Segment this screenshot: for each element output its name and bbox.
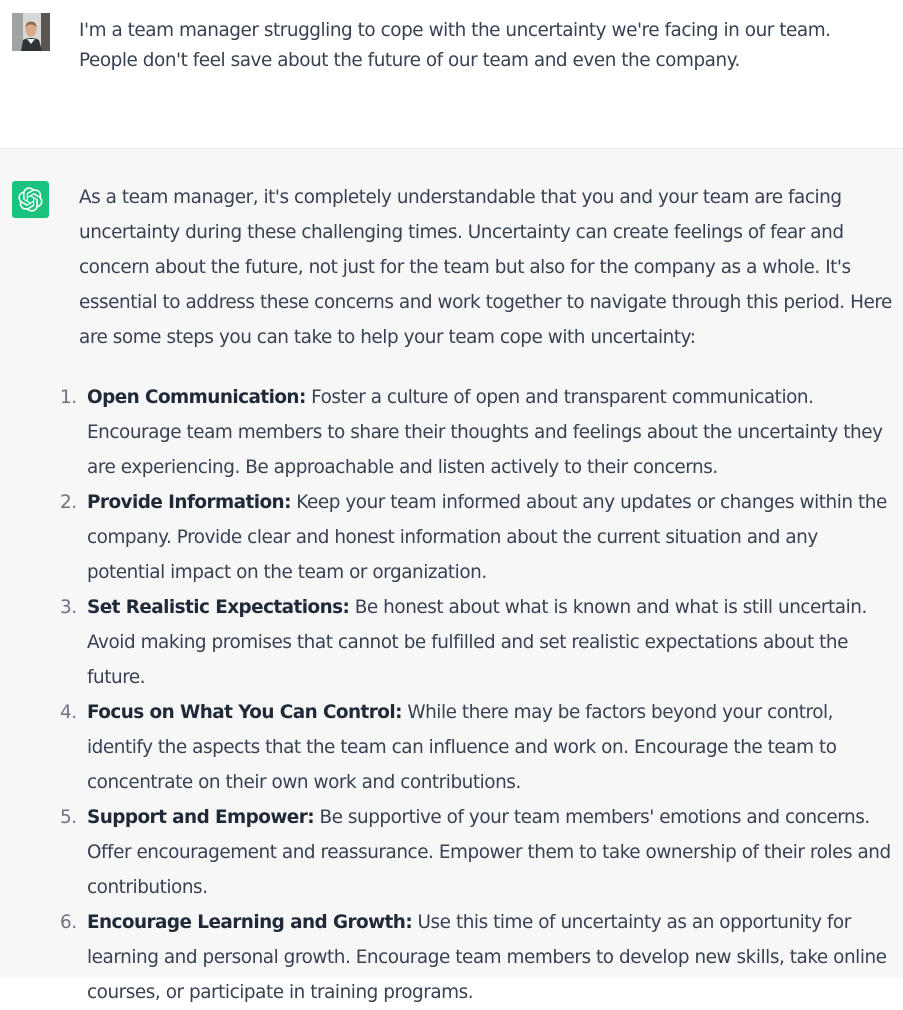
step-number: 3. [60, 597, 77, 618]
list-item [60, 485, 899, 590]
list-item [60, 590, 899, 695]
step-title: Provide Information: [87, 492, 291, 513]
user-avatar [12, 13, 50, 51]
step-text: Foster a culture of open and transparent communication. Encourage team members to share their thoughts and feelings about the uncertainty they are experiencing. Be approachable and listen actively to their concerns. [87, 387, 883, 478]
user-message-text: I'm a team manager struggling to cope with the uncertainty we're facing in our team. People don't feel save about the future of our team and even the company. [79, 20, 831, 71]
user-avatar-photo [12, 13, 50, 51]
steps-list [60, 380, 899, 1010]
assistant-message [0, 149, 903, 1003]
list-item [60, 695, 899, 800]
list-item [60, 905, 899, 1010]
chatgpt-logo [12, 181, 49, 218]
step-title: Encourage Learning and Growth: [87, 912, 413, 933]
step-title: Open Communication: [87, 387, 306, 408]
user-message [0, 0, 903, 149]
step-text: Use this time of uncertainty as an opportunity for learning and personal growth. Encourage team members to develop new skills, take online courses, or participate in training programs. [87, 912, 887, 1003]
step-text: Be supportive of your team members' emotions and concerns. Offer encouragement and reassurance. Empower them to take ownership of their roles and contributions. [87, 807, 891, 898]
step-title: Support and Empower: [87, 807, 315, 828]
step-number: 6. [60, 912, 77, 933]
step-title: Set Realistic Expectations: [87, 597, 350, 618]
openai-logo-icon [18, 187, 43, 212]
list-item [60, 380, 899, 485]
assistant-response [60, 180, 899, 1010]
response-intro: As a team manager, it's completely understandable that you and your team are facing uncertainty during these challenging times. Uncertainty can create feelings of fear and concern about the future, not just for the team but also for the company as a whole. It's essential to address these concerns and work together to navigate through this period. Here are some steps you can take to help your team cope with uncertainty: [79, 187, 892, 348]
step-title: Focus on What You Can Control: [87, 702, 402, 723]
step-text: Be honest about what is known and what is still uncertain. Avoid making promises that cannot be fulfilled and set realistic expectations about the future. [87, 597, 867, 688]
list-item [60, 800, 899, 905]
step-number: 1. [60, 387, 77, 408]
step-number: 2. [60, 492, 77, 513]
step-text: Keep your team informed about any updates or changes within the company. Provide clear and honest information about the current situation and any potential impact on the team or organization. [87, 492, 887, 583]
step-number: 4. [60, 702, 77, 723]
step-text: While there may be factors beyond your control, identify the aspects that the team can influence and work on. Encourage the team to concentrate on their own work and contributions. [87, 702, 837, 793]
step-number: 5. [60, 807, 77, 828]
